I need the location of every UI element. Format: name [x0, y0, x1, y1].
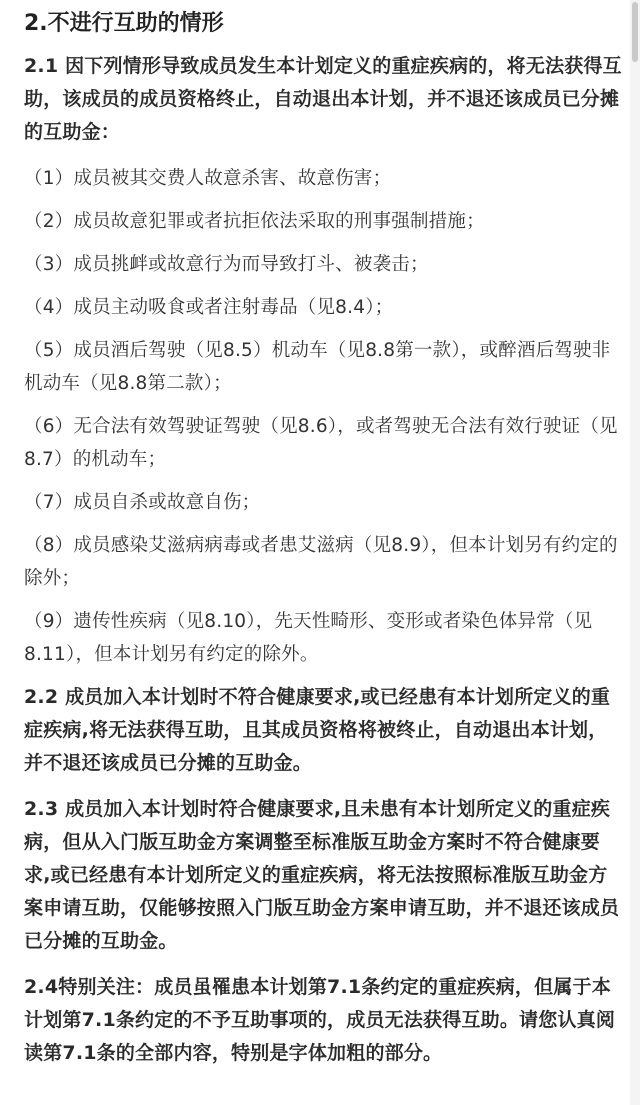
section-heading: 2.不进行互助的情形	[24, 11, 224, 36]
clause-item-5: （5）成员酒后驾驶（见8.5）机动车（见8.8第一款），或醉酒后驾驶非机动车（见8.8第二款）；	[24, 340, 611, 394]
clause-item-7: （7）成员自杀或故意自伤；	[24, 492, 261, 513]
clause-item-3: （3）成员挑衅或故意行为而导致打斗、被袭击；	[24, 254, 429, 275]
clause-item-8: （8）成员感染艾滋病病毒或者患艾滋病（见8.9），但本计划另有约定的除外；	[24, 535, 618, 589]
scrollbar[interactable]	[630, 0, 640, 1105]
clause-item-6: （6）无合法有效驾驶证驾驶（见8.6），或者驾驶无合法有效行驶证（见8.7）的机动车；	[24, 416, 618, 470]
clause-item-1: （1）成员被其交费人故意杀害、故意伤害；	[24, 168, 392, 189]
clause-item-2: （2）成员故意犯罪或者抗拒依法采取的刑事强制措施；	[24, 211, 485, 232]
document-content	[24, 8, 624, 1083]
clause-2-3: 2.3 成员加入本计划时符合健康要求,且未患有本计划所定义的重症疾病，但从入门版互助金方案调整至标准版互助金方案时不符合健康要求,或已经患有本计划所定义的重症疾病，将无法按照标准版互助金方案申请互助，仅能够按照入门版互助金方案申请互助，并不退还该成员已分摊的互助金。	[24, 798, 620, 952]
scrollbar-thumb[interactable]	[632, 2, 638, 62]
clause-item-9: （9）遗传性疾病（见8.10），先天性畸形、变形或者染色体异常（见8.11），但本计划另有约定的除外。	[24, 611, 593, 665]
clause-2-1: 2.1 因下列情形导致成员发生本计划定义的重症疾病的，将无法获得互助，该成员的成员资格终止，自动退出本计划，并不退还该成员已分摊的互助金：	[24, 55, 622, 143]
clause-item-4: （4）成员主动吸食或者注射毒品（见8.4）；	[24, 297, 394, 318]
clause-2-4: 2.4特别关注：成员虽罹患本计划第7.1条约定的重症疾病，但属于本计划第7.1条约定的不予互助事项的，成员无法获得互助。请您认真阅读第7.1条的全部内容，特别是字体加粗的部分。	[24, 976, 616, 1064]
clause-2-2: 2.2 成员加入本计划时不符合健康要求,或已经患有本计划所定义的重症疾病,将无法获得互助，且其成员资格将被终止，自动退出本计划，并不退还该成员已分摊的互助金。	[24, 686, 611, 774]
